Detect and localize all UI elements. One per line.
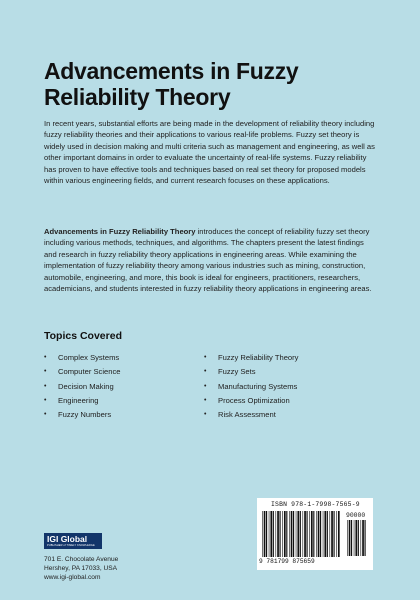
bullet-icon: •: [44, 411, 47, 419]
bullet-icon: •: [204, 396, 207, 404]
bullet-icon: •: [44, 396, 47, 404]
barcode-bar: [296, 511, 297, 557]
topic-item: [204, 408, 298, 422]
barcode-bar: [280, 511, 281, 557]
description-paragraph-1: In recent years, substantial efforts are being made in the development of reliability theory including fuzzy reliability theories and their applications to various real-life problems. Fuzzy set theory is widely used in decision making and multi criteria such as management and engineering, as well as other important domains in order to evaluate the uncertainty of real-life systems. Fuzzy reliability has proven to have effective tools and techniques based on real set theory for proposed models within various engineering fields, and current research focuses on these applications.: [44, 119, 375, 186]
topic-item: [204, 380, 298, 394]
book-title-line-2: Reliability Theory: [44, 84, 231, 110]
barcode-bar: [262, 511, 263, 557]
publisher-logo: [44, 533, 102, 549]
barcode-bar: [324, 511, 326, 557]
barcode-bar: [334, 511, 335, 557]
book-title-line-1: Advancements in Fuzzy: [44, 58, 299, 84]
topics-heading: Topics Covered: [44, 330, 122, 342]
igi-global-logo: [44, 533, 102, 549]
barcode-bar: [297, 511, 299, 557]
barcode-bar: [304, 511, 306, 557]
barcode-bar: [351, 520, 352, 556]
topic-item: [44, 408, 120, 422]
barcode-bar: [276, 511, 277, 557]
barcode-bar: [318, 511, 320, 557]
barcode-bar: [309, 511, 310, 557]
barcode-bar: [264, 511, 266, 557]
barcode-number: 9 781799 875659: [259, 558, 315, 565]
topic-label: Complex Systems: [58, 353, 120, 362]
topic-label: Manufacturing Systems: [218, 381, 298, 391]
barcode-bar: [338, 511, 340, 557]
barcode-addon-graphic: [346, 520, 368, 556]
barcode-bar: [286, 511, 287, 557]
topic-label: Decision Making: [58, 381, 114, 391]
isbn-barcode-box: [257, 498, 373, 570]
topic-item: [204, 394, 298, 408]
isbn-label: ISBN 978-1-7998-7565-9: [271, 501, 360, 508]
barcode-bar: [327, 511, 328, 557]
topic-label: Fuzzy Numbers: [58, 410, 112, 420]
barcode-bar: [355, 520, 357, 556]
topic-item: [44, 394, 120, 408]
barcode-bar: [277, 511, 279, 557]
publisher-address: [44, 555, 118, 582]
barcode-bar: [282, 511, 283, 557]
barcode-bar: [361, 520, 362, 556]
barcode-bar: [362, 520, 364, 556]
topic-label: Risk Assessment: [218, 410, 276, 420]
barcode-bar: [323, 511, 324, 557]
barcode-bar: [316, 511, 317, 557]
description-paragraph-2: [44, 226, 378, 294]
topic-label: Fuzzy Reliability Theory: [218, 353, 299, 362]
barcode-bar: [284, 511, 286, 557]
topic-item: [204, 351, 298, 365]
topics-list-left: [44, 351, 120, 422]
barcode-bar: [311, 511, 313, 557]
topic-label: Process Optimization: [218, 395, 290, 405]
bullet-icon: •: [44, 368, 47, 376]
book-title-inline: Advancements in Fuzzy Reliability Theory: [44, 227, 196, 236]
barcode-bar: [313, 511, 314, 557]
topic-item: [44, 380, 120, 394]
barcode-bar: [347, 520, 348, 556]
topic-item: [44, 365, 120, 379]
barcode-graphic: [261, 511, 341, 557]
barcode-bar: [303, 511, 304, 557]
bullet-icon: •: [44, 354, 47, 361]
barcode-bar: [307, 511, 308, 557]
topics-list-right: [204, 351, 298, 422]
barcode-bar: [289, 511, 290, 557]
topic-label: Engineering: [58, 395, 99, 405]
barcode-bar: [354, 520, 355, 556]
barcode-bar: [331, 511, 333, 557]
barcode-bar: [269, 511, 270, 557]
description-paragraph-2-text: introduces the concept of reliability fuzzy set theory including various methods, techniques, and algorithms. The chapters present the latest findings and research in fuzzy reliability theory applications in engineering areas. While examining the implementation of fuzzy reliability theory among various industries such as mining, construction, automobile, engineering, and more, this book is ideal for engineers, practitioners, researchers, academicians, and students interested in fuzzy reliability theory applications in engineering areas.: [44, 227, 372, 294]
address-line-2: Hershey, PA 17033, USA: [44, 565, 118, 572]
barcode-bar: [358, 520, 359, 556]
barcode-bar: [293, 511, 294, 557]
bullet-icon: •: [204, 368, 207, 376]
bullet-icon: •: [204, 354, 207, 361]
barcode-bar: [336, 511, 337, 557]
barcode-bar: [320, 511, 321, 557]
logo-name: IGI Global: [47, 534, 88, 544]
barcode-bar: [273, 511, 274, 557]
topic-label: Computer Science: [58, 367, 121, 377]
barcode-bar: [365, 520, 366, 556]
topic-item: [204, 365, 298, 379]
barcode-addon-number: 90000: [346, 512, 366, 519]
barcode-bar: [270, 511, 272, 557]
topic-label: Fuzzy Sets: [218, 367, 256, 377]
address-line-1: 701 E. Chocolate Avenue: [44, 556, 119, 563]
barcode-bar: [266, 511, 267, 557]
bullet-icon: •: [204, 411, 207, 419]
barcode-bar: [300, 511, 301, 557]
barcode-bar: [330, 511, 331, 557]
bullet-icon: •: [44, 382, 47, 390]
bullet-icon: •: [204, 382, 207, 390]
publisher-website: www.igi-global.com: [44, 574, 101, 581]
barcode-bar: [349, 520, 351, 556]
topic-item: [44, 351, 120, 365]
book-title: [44, 58, 298, 110]
barcode-bar: [291, 511, 293, 557]
logo-tagline: PUBLISHER of TIMELY KNOWLEDGE: [47, 544, 95, 547]
